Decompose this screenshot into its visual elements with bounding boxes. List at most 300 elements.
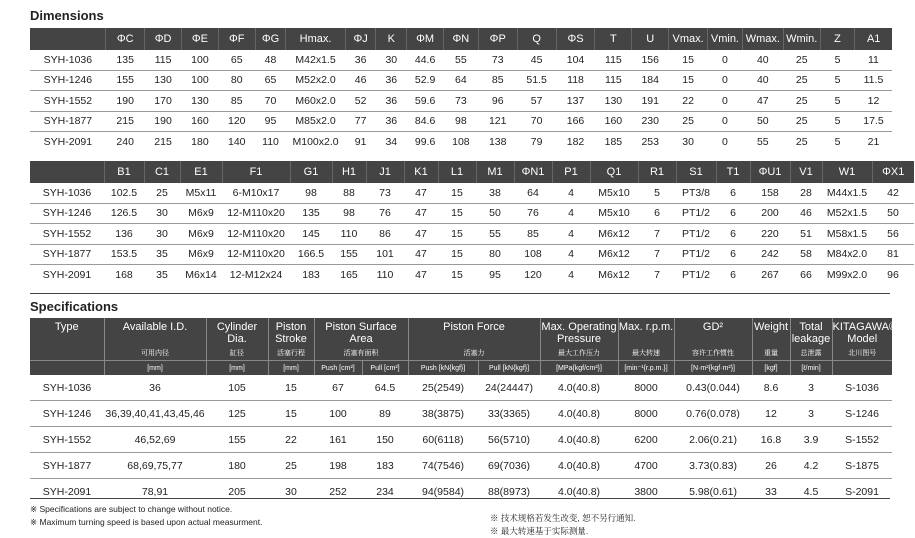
table-cell: S-1875 xyxy=(832,453,892,479)
table-cell: M6x9 xyxy=(180,203,222,224)
table-cell: 59.6 xyxy=(407,91,444,112)
table-cell: S-1552 xyxy=(832,427,892,453)
table-cell: 4 xyxy=(552,183,590,203)
column-header-cn xyxy=(30,346,104,361)
table-cell: 110 xyxy=(332,224,366,245)
table-row xyxy=(30,111,892,132)
table-cell: 36 xyxy=(376,111,407,132)
specifications-table xyxy=(30,318,898,504)
column-header-cn: 活塞有面积 xyxy=(314,346,408,361)
table-cell: 40 xyxy=(742,70,783,91)
table-cell: 4 xyxy=(568,268,574,281)
column-header xyxy=(30,161,104,183)
column-unit: Push [cm²] xyxy=(314,361,362,376)
table-cell: M5x10 xyxy=(590,183,638,203)
table-cell: 36 xyxy=(376,70,407,91)
table-cell: 76 xyxy=(514,203,552,224)
table-cell: 21 xyxy=(867,135,880,148)
table-cell: 15 xyxy=(438,203,476,224)
table-cell: 253 xyxy=(641,135,659,148)
table-cell: 120 xyxy=(218,111,255,132)
column-header-cn: 最大工作压力 xyxy=(540,346,618,361)
table-cell: 96 xyxy=(478,91,517,112)
column-header: Piston Surface Area xyxy=(314,318,408,346)
column-header-cn: 缸径 xyxy=(206,346,268,361)
table-cell: 118 xyxy=(556,70,595,91)
table-cell: 94(9584) xyxy=(422,485,465,498)
table-cell: 4 xyxy=(552,224,590,245)
table-cell: 205 xyxy=(228,485,246,498)
table-cell: 5 xyxy=(820,70,855,91)
column-header: ΦF xyxy=(218,28,255,50)
table-cell: 5.98(0.61) xyxy=(689,485,737,498)
column-header: ΦG xyxy=(255,28,286,50)
table-cell: M52x1.5 xyxy=(822,203,872,224)
table-cell: M6x12 xyxy=(590,244,638,265)
table-cell: 8000 xyxy=(618,401,674,427)
column-header: GD² xyxy=(674,318,752,346)
column-header: Hmax. xyxy=(286,28,345,50)
column-header: C1 xyxy=(144,161,180,183)
table-cell: 52.9 xyxy=(407,70,444,91)
note-en-2: ※ Maximum turning speed is based upon actual measurment. xyxy=(30,517,263,527)
column-header: ΦC xyxy=(106,28,145,50)
table-cell: 130 xyxy=(595,91,632,112)
table-cell: 73 xyxy=(366,183,404,203)
table-cell: 126.5 xyxy=(104,203,144,224)
table-cell: 4.0(40.8) xyxy=(540,427,618,453)
table-cell: 183 xyxy=(362,453,408,479)
table-row xyxy=(30,401,892,427)
table-cell: 252 xyxy=(329,485,347,498)
table-cell: 15 xyxy=(438,224,476,245)
table-cell: 78,91 xyxy=(141,485,169,498)
column-unit: Push [kN{kgf}] xyxy=(408,361,478,376)
row-type-cell: SYH-1246 xyxy=(30,70,106,91)
table-cell: 166 xyxy=(556,111,595,132)
table-cell: 81 xyxy=(872,244,914,265)
table-row xyxy=(30,203,914,224)
table-cell: 0 xyxy=(708,111,743,132)
table-cell: 180 xyxy=(191,135,209,148)
table-cell: 6 xyxy=(716,244,750,265)
table-cell: 12 xyxy=(855,91,892,112)
table-cell: 34 xyxy=(385,135,398,148)
column-header-cn: 可用内径 xyxy=(104,346,206,361)
table-cell: 69(7036) xyxy=(478,453,540,479)
table-cell: 160 xyxy=(181,111,218,132)
table-cell: 234 xyxy=(376,485,394,498)
table-row xyxy=(30,50,892,70)
table-cell: 67 xyxy=(314,375,362,401)
column-header-cn: 活塞力 xyxy=(408,346,540,361)
row-type-cell: SYH-1552 xyxy=(30,91,106,112)
table-cell: 46,52,69 xyxy=(104,427,206,453)
table-cell: M84x2.0 xyxy=(822,244,872,265)
column-header: P1 xyxy=(552,161,590,183)
table-cell: 64.5 xyxy=(362,375,408,401)
table-cell: M5x10 xyxy=(590,203,638,224)
table-cell: 15 xyxy=(268,401,314,427)
table-cell: 5 xyxy=(820,111,855,132)
table-cell: 267 xyxy=(761,268,779,281)
table-cell: 184 xyxy=(632,70,669,91)
table-cell: M6x9 xyxy=(180,244,222,265)
table-cell: 25 xyxy=(268,453,314,479)
table-cell: 215 xyxy=(106,111,145,132)
table-cell: 36 xyxy=(376,91,407,112)
row-type-cell: SYH-1036 xyxy=(30,375,104,401)
column-header: J1 xyxy=(366,161,404,183)
table-cell: 155 xyxy=(106,70,145,91)
row-type-cell: SYH-1036 xyxy=(30,50,106,70)
table-cell: 15 xyxy=(438,183,476,203)
column-header: Type xyxy=(30,318,104,346)
column-header-cn: 最大转速 xyxy=(618,346,674,361)
table-row xyxy=(30,375,892,401)
table-cell: 5 xyxy=(820,91,855,112)
table-cell: 76 xyxy=(366,203,404,224)
table-cell: 30 xyxy=(682,135,694,148)
dimensions-title: Dimensions xyxy=(30,8,104,23)
table-cell: 2.06(0.21) xyxy=(674,427,752,453)
table-cell: 130 xyxy=(181,91,218,112)
table-cell: 140 xyxy=(227,135,246,148)
table-cell: 65 xyxy=(255,70,286,91)
table-cell: 0 xyxy=(722,135,728,148)
table-cell: 121 xyxy=(478,111,517,132)
table-cell: 115 xyxy=(595,70,632,91)
table-cell: 25 xyxy=(783,70,820,91)
table-cell: 15 xyxy=(669,50,708,70)
table-cell: 120 xyxy=(524,268,542,281)
table-cell: 36 xyxy=(104,375,206,401)
table-row xyxy=(30,244,914,265)
table-cell: 168 xyxy=(115,268,133,281)
column-header: Total leakage xyxy=(790,318,832,346)
table-cell: 183 xyxy=(302,268,320,281)
spec-header-unit-row xyxy=(30,361,892,376)
column-header: A1 xyxy=(855,28,892,50)
table-cell: 70 xyxy=(255,91,286,112)
table-cell: 51 xyxy=(790,224,822,245)
column-header: ΦE xyxy=(181,28,218,50)
row-type-cell: SYH-1246 xyxy=(30,401,104,427)
table-cell: 138 xyxy=(488,135,507,148)
table-cell: M6x12 xyxy=(590,224,638,245)
table-cell: 25(2549) xyxy=(408,375,478,401)
column-header: M1 xyxy=(476,161,514,183)
column-header: Piston Force xyxy=(408,318,540,346)
table-cell: 4.2 xyxy=(790,453,832,479)
table-cell: 100 xyxy=(314,401,362,427)
table-cell: M5x11 xyxy=(180,183,222,203)
table-cell: 5 xyxy=(834,135,841,148)
table-cell: 95 xyxy=(255,111,286,132)
table-cell: S-1246 xyxy=(832,401,892,427)
table-cell: 35 xyxy=(144,244,180,265)
table-cell: 44.6 xyxy=(407,50,444,70)
section-divider xyxy=(30,293,890,294)
table-cell: 6 xyxy=(638,203,676,224)
table-cell: 3 xyxy=(790,401,832,427)
table-cell: 4.0(40.8) xyxy=(558,485,601,498)
row-type-cell: SYH-2091 xyxy=(43,135,93,148)
table-cell: 156 xyxy=(632,50,669,70)
table-cell: 5 xyxy=(638,183,676,203)
table-cell: 65 xyxy=(218,50,255,70)
column-unit: [mm] xyxy=(104,361,206,376)
column-unit xyxy=(832,361,892,376)
table-cell: 115 xyxy=(145,50,182,70)
table-cell: 137 xyxy=(556,91,595,112)
column-header: Vmin. xyxy=(708,28,743,50)
column-header: L1 xyxy=(438,161,476,183)
table-cell: 115 xyxy=(595,50,632,70)
table-cell: 15 xyxy=(268,375,314,401)
column-header: Piston Stroke xyxy=(268,318,314,346)
table-cell: 17.5 xyxy=(855,111,892,132)
column-header: W1 xyxy=(822,161,872,183)
table-cell: 155 xyxy=(332,244,366,265)
dimensions-table-2 xyxy=(30,161,914,285)
table-cell: 200 xyxy=(750,203,790,224)
table-cell: 55 xyxy=(444,50,479,70)
table-cell: 55 xyxy=(476,224,514,245)
column-header: Max. Operating Pressure xyxy=(540,318,618,346)
table-cell: 86 xyxy=(366,224,404,245)
table-cell: 25 xyxy=(783,111,820,132)
table-cell: 30 xyxy=(144,203,180,224)
column-header-cn: 北川图号 xyxy=(832,346,892,361)
table-cell: 4.5 xyxy=(803,485,819,498)
table-row xyxy=(30,183,914,203)
table-cell: 64 xyxy=(514,183,552,203)
table-cell: S-2091 xyxy=(845,485,879,498)
table-cell: 4.0(40.8) xyxy=(540,375,618,401)
table-cell: 8.6 xyxy=(752,375,790,401)
column-header: ΦM xyxy=(407,28,444,50)
table-cell: 88 xyxy=(332,183,366,203)
row-type-cell: SYH-1036 xyxy=(30,183,104,203)
table-cell: 36,39,40,41,43,45,46 xyxy=(104,401,206,427)
note-en-1: ※ Specifications are subject to change without notice. xyxy=(30,504,233,514)
table-cell: 12-M110x20 xyxy=(222,244,290,265)
table-cell: 57 xyxy=(517,91,556,112)
table-cell: 242 xyxy=(750,244,790,265)
table-cell: 190 xyxy=(145,111,182,132)
table-row xyxy=(30,132,892,152)
table-cell: M52x2.0 xyxy=(286,70,345,91)
table-cell: 73 xyxy=(478,50,517,70)
table-cell: 73 xyxy=(444,91,479,112)
column-header: Available I.D. xyxy=(104,318,206,346)
column-header: KITAGAWA® Model xyxy=(832,318,892,346)
note-cn-2: ※ 最大转速基于实际测量. xyxy=(490,526,589,536)
table-cell: 4 xyxy=(552,244,590,265)
table-cell: 50 xyxy=(476,203,514,224)
table-cell: 4.0(40.8) xyxy=(540,401,618,427)
table-cell: 4700 xyxy=(618,453,674,479)
table-cell: 50 xyxy=(872,203,914,224)
spec-header-cn-row xyxy=(30,346,892,361)
table-row xyxy=(30,479,892,505)
column-header: R1 xyxy=(638,161,676,183)
table-cell: 51.5 xyxy=(517,70,556,91)
table-cell: 47 xyxy=(404,244,438,265)
table-cell: 56(5710) xyxy=(478,427,540,453)
table-cell: 66 xyxy=(800,268,812,281)
column-unit: Pull [kN{kgf}] xyxy=(478,361,540,376)
table-cell: 42 xyxy=(872,183,914,203)
table-cell: 89 xyxy=(362,401,408,427)
table-cell: 25 xyxy=(783,50,820,70)
table-cell: 33(3365) xyxy=(478,401,540,427)
table-cell: 35 xyxy=(156,268,168,281)
row-type-cell: SYH-2091 xyxy=(42,485,92,498)
table-cell: 0 xyxy=(708,91,743,112)
column-header: E1 xyxy=(180,161,222,183)
table-cell: 98 xyxy=(332,203,366,224)
table-cell: 0 xyxy=(708,50,743,70)
table-cell: S-1036 xyxy=(832,375,892,401)
column-header: Wmax. xyxy=(742,28,783,50)
column-unit: [kgf] xyxy=(752,361,790,376)
column-header: K1 xyxy=(404,161,438,183)
table-cell: 95 xyxy=(489,268,501,281)
table-cell: 85 xyxy=(478,70,517,91)
table-cell: 108 xyxy=(452,135,470,148)
table-cell: 52 xyxy=(345,91,376,112)
table-cell: 7 xyxy=(638,224,676,245)
table-cell: 135 xyxy=(106,50,145,70)
table-cell: M6x14 xyxy=(185,268,217,281)
table-cell: 182 xyxy=(566,135,585,148)
column-header: V1 xyxy=(790,161,822,183)
row-type-cell: SYH-1877 xyxy=(30,244,104,265)
table-cell: 64 xyxy=(444,70,479,91)
table-cell: M99x2.0 xyxy=(826,268,868,281)
table-cell: 110 xyxy=(262,135,279,148)
specifications-title: Specifications xyxy=(30,299,119,314)
table-cell: 79 xyxy=(530,135,543,148)
table-cell: 8000 xyxy=(618,375,674,401)
column-header: F1 xyxy=(222,161,290,183)
table-cell: 16.8 xyxy=(752,427,790,453)
table-cell: 180 xyxy=(206,453,268,479)
table-cell: 15 xyxy=(438,244,476,265)
column-header: H1 xyxy=(332,161,366,183)
dimensions-table-1 xyxy=(30,28,892,152)
column-unit: [N·m²{kgf·m²}] xyxy=(674,361,752,376)
table-cell: 91 xyxy=(354,135,367,148)
table-header-row xyxy=(30,28,892,50)
table-cell: 25 xyxy=(144,183,180,203)
row-type-cell: SYH-1877 xyxy=(30,111,106,132)
table-cell: 80 xyxy=(476,244,514,265)
column-header: T xyxy=(595,28,632,50)
table-cell: 12 xyxy=(752,401,790,427)
table-cell: 100 xyxy=(181,70,218,91)
table-cell: 47 xyxy=(404,203,438,224)
table-cell: 190 xyxy=(106,91,145,112)
table-cell: 12-M110x20 xyxy=(222,203,290,224)
table-cell: 25 xyxy=(783,91,820,112)
column-unit xyxy=(30,361,104,376)
column-header: ΦU1 xyxy=(750,161,790,183)
table-cell: 6 xyxy=(716,224,750,245)
table-cell: M60x2.0 xyxy=(286,91,345,112)
table-cell: 24(24447) xyxy=(478,375,540,401)
table-cell: M58x1.5 xyxy=(822,224,872,245)
table-cell: 58 xyxy=(790,244,822,265)
table-cell: 185 xyxy=(604,135,623,148)
table-row xyxy=(30,427,892,453)
table-cell: 55 xyxy=(756,135,769,148)
table-cell: M6x9 xyxy=(180,224,222,245)
table-cell: 100 xyxy=(181,50,218,70)
table-cell: 161 xyxy=(314,427,362,453)
table-cell: 110 xyxy=(376,268,394,281)
table-cell: 4 xyxy=(552,203,590,224)
table-cell: 3 xyxy=(790,375,832,401)
table-cell: 102.5 xyxy=(104,183,144,203)
table-cell: 15 xyxy=(669,70,708,91)
table-cell: 50 xyxy=(742,111,783,132)
column-unit: [ℓ/min] xyxy=(790,361,832,376)
column-header: Q xyxy=(517,28,556,50)
column-unit: Pull [cm²] xyxy=(362,361,408,376)
table-cell: 30 xyxy=(376,50,407,70)
column-header: ΦD xyxy=(145,28,182,50)
table-cell: 7 xyxy=(654,268,660,281)
table-cell: M42x1.5 xyxy=(286,50,345,70)
column-header: S1 xyxy=(676,161,716,183)
table-cell: 47 xyxy=(415,268,427,281)
column-unit: [min⁻¹{r.p.m.}] xyxy=(618,361,674,376)
table-row xyxy=(30,453,892,479)
table-cell: 80 xyxy=(218,70,255,91)
table-cell: 230 xyxy=(632,111,669,132)
table-cell: 46 xyxy=(790,203,822,224)
table-cell: 30 xyxy=(144,224,180,245)
table-row xyxy=(30,224,914,245)
table-row xyxy=(30,91,892,112)
table-cell: 160 xyxy=(595,111,632,132)
table-cell: 165 xyxy=(340,268,358,281)
table-header-row xyxy=(30,161,914,183)
table-cell: M44x1.5 xyxy=(822,183,872,203)
table-cell: 33 xyxy=(765,485,777,498)
table-cell: 98 xyxy=(290,183,332,203)
table-cell: 191 xyxy=(632,91,669,112)
table-cell: 70 xyxy=(517,111,556,132)
table-cell: 170 xyxy=(145,91,182,112)
table-cell: 105 xyxy=(206,375,268,401)
table-cell: 3.73(0.83) xyxy=(674,453,752,479)
table-cell: 136 xyxy=(104,224,144,245)
table-cell: 25 xyxy=(669,111,708,132)
table-cell: 130 xyxy=(145,70,182,91)
table-cell: 153.5 xyxy=(104,244,144,265)
column-unit: [mm] xyxy=(206,361,268,376)
column-header: Wmin. xyxy=(783,28,820,50)
spec-header-row xyxy=(30,318,892,346)
column-header: ΦX1 xyxy=(872,161,914,183)
column-header-cn: 活塞行程 xyxy=(268,346,314,361)
table-cell: 99.6 xyxy=(414,135,436,148)
column-header: ΦJ xyxy=(345,28,376,50)
